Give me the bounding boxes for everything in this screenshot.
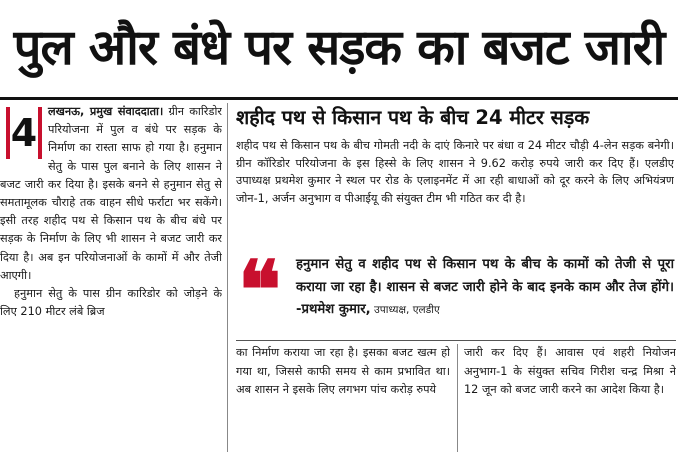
column-divider-right: [457, 344, 458, 452]
column-divider-left: [227, 103, 228, 452]
headline-rule: [0, 97, 678, 100]
quote-body: हनुमान सेतु व शहीद पथ से किसान पथ के बीच के कामों को तेजी से पूरा कराया जा रहा है। शासन से बजट जारी होने के बाद इनके काम और तेज होंगे।: [296, 257, 674, 295]
pull-quote: [236, 243, 676, 337]
left-para-2: हनुमान सेतु के पास ग्रीन कारिडोर को जोड़ने के लिए 210 मीटर लंबे ब्रिज: [0, 287, 222, 319]
upper-body-text: शहीद पथ से किसान पथ के बीच गोमती नदी के दाएं किनारे पर बंधा व 24 मीटर चौड़ी 4-लेन सड़क बनेगी। ग्रीन कॉरिडोर परियोजना के इस हिस्से के लिए शासन ने 9.62 करोड़ रुपये जारी कर दिए हैं। एलडीए उपाध्यक्ष प्रथमेश कुमार ने स्थल पर रोड के एलाइनमेंट में आ रही बाधाओं को दूर करने के लिए अभियंत्रण जोन-1, अर्जन अनुभाग व पीआईयू की संयुक्त टीम भी गठित कर दी है।: [236, 139, 674, 205]
right-column: जारी कर दिए हैं। आवास एवं शहरी नियोजन अनुभाग-1 के संयुक्त सचिव गिरीश चन्द्र मिश्रा ने 12 जून को बजट जारी करने का आदेश किया है।: [464, 346, 676, 397]
quote-author: -प्रथमेश कुमार,: [296, 302, 371, 317]
page-number-box: 4: [6, 107, 42, 159]
left-para-1-text: ग्रीन कारिडोर परियोजना में पुल व बंधे पर सड़क के निर्माण का रास्ता साफ हो गया है। हनुमान सेतु के पास पुल बनाने के लिए शासन ने बजट जारी कर दिया है। इसके बनने से हनुमान सेतु से समतामूलक चौराहे तक वाहन सीधे फर्राटा भर सकेंगे। इसी तरह शहीद पथ से किसान पथ के बीच बंधे पर सड़क के निर्माण के लिए भी शासन ने बजट जारी कर दिया है। अब इन परियोजनाओं के कामों में और तेजी आएगी।: [0, 105, 222, 282]
left-column: [0, 103, 222, 452]
quote-mark-icon: ❝: [238, 243, 282, 337]
subheadline: शहीद पथ से किसान पथ के बीच 24 मीटर सड़क: [236, 106, 590, 129]
pull-quote-text: [296, 254, 674, 322]
headline: पुल और बंधे पर सड़क का बजट जारी: [13, 19, 665, 76]
quote-role: उपाध्यक्ष, एलडीए: [370, 304, 440, 316]
middle-column: का निर्माण कराया जा रहा है। इसका बजट खत्म हो गया था, जिससे काफी समय से काम प्रभावित था। अब शासन ने इसके लिए लगभग पांच करोड़ रुपये: [236, 346, 450, 397]
left-para-1: [0, 103, 222, 285]
dateline: लखनऊ, प्रमुख संवाददाता।: [48, 105, 164, 118]
quote-rule: [236, 340, 676, 341]
